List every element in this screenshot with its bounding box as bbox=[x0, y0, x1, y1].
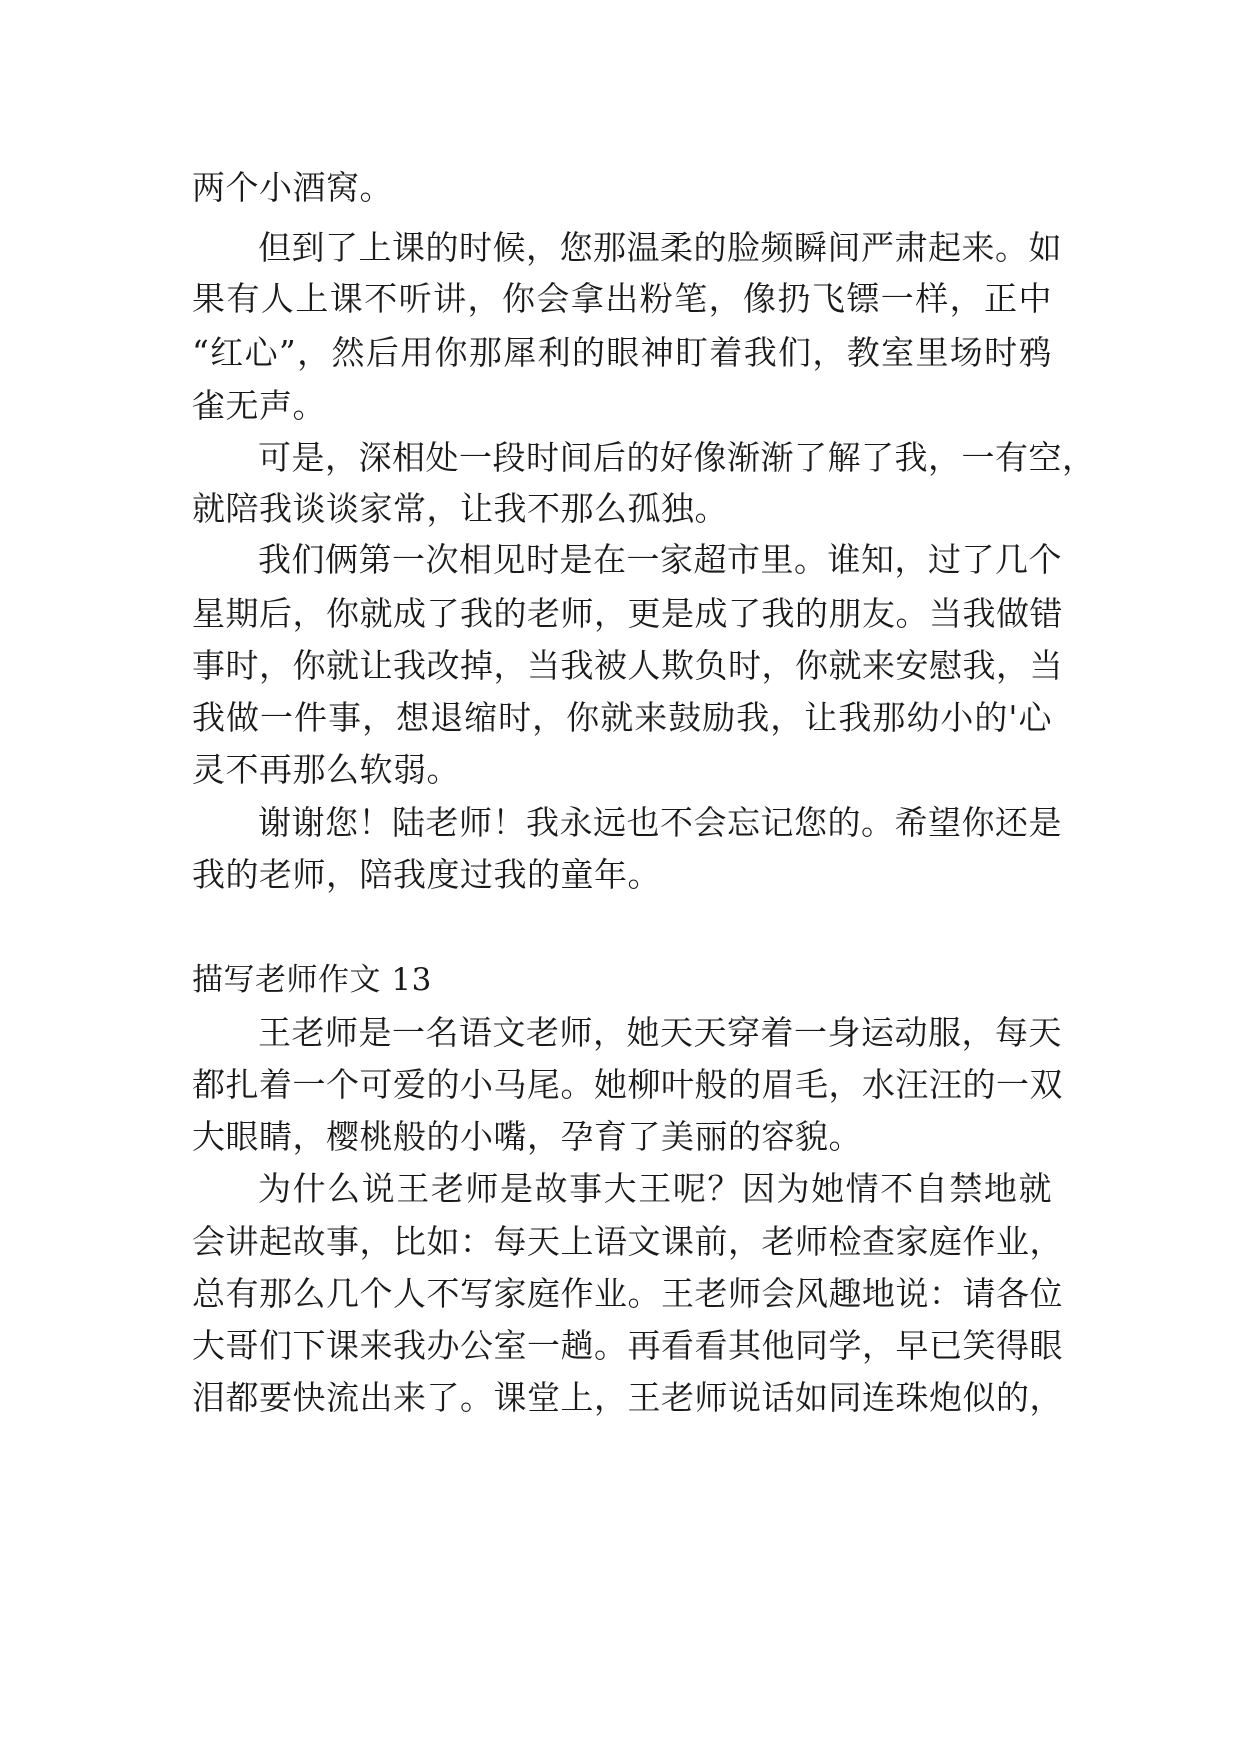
text-line: 就陪我谈谈家常，让我不那么孤独。 bbox=[192, 489, 728, 528]
text-line: 总有那么几个人不写家庭作业。王老师会风趣地说：请各位 bbox=[192, 1274, 1063, 1313]
text-line: 果有人上课不听讲，你会拿出粉笔，像扔飞镖一样，正中 bbox=[192, 279, 1052, 318]
text-line: 泪都要快流出来了。课堂上，王老师说话如同连珠炮似的， bbox=[192, 1378, 1063, 1417]
paragraph-start-line: 王老师是一名语文老师，她天天穿着一身运动服，每天 bbox=[258, 1013, 1062, 1052]
text-line: 雀无声。 bbox=[192, 386, 326, 425]
text-line: “红心”，然后用你那犀利的眼神盯着我们，教室里场时鸦 bbox=[192, 333, 1052, 372]
paragraph-start-line: 可是，深相处一段时间后的好像渐渐了解了我，一有空， bbox=[258, 438, 1096, 477]
text-line: 会讲起故事，比如：每天上语文课前，老师检查家庭作业， bbox=[192, 1222, 1063, 1261]
text-line: 灵不再那么软弱。 bbox=[192, 750, 460, 789]
paragraph-start-line: 谢谢您！陆老师！我永远也不会忘记您的。希望你还是 bbox=[258, 803, 1062, 842]
paragraph-start-line: 但到了上课的时候，您那温柔的脸频瞬间严肃起来。如 bbox=[258, 228, 1062, 267]
text-line: 大哥们下课来我办公室一趟。再看看其他同学，早已笑得眼 bbox=[192, 1326, 1063, 1365]
text-line: 大眼睛，樱桃般的小嘴，孕育了美丽的容貌。 bbox=[192, 1117, 862, 1156]
text-line: 我的老师，陪我度过我的童年。 bbox=[192, 855, 661, 894]
text-line: 都扎着一个可爱的小马尾。她柳叶般的眉毛，水汪汪的一双 bbox=[192, 1065, 1063, 1104]
text-line: 我做一件事，想退缩时，你就来鼓励我，让我那幼小的'心 bbox=[192, 698, 1052, 737]
paragraph-start-line: 我们俩第一次相见时是在一家超市里。谁知，过了几个 bbox=[258, 540, 1062, 579]
section-heading: 描写老师作文 13 bbox=[192, 962, 432, 998]
text-line: 两个小酒窝。 bbox=[192, 168, 393, 207]
text-line: 星期后，你就成了我的老师，更是成了我的朋友。当我做错 bbox=[192, 594, 1063, 633]
paragraph-start-line: 为什么说王老师是故事大王呢？因为她情不自禁地就 bbox=[258, 1169, 1052, 1208]
text-line: 事时，你就让我改掉，当我被人欺负时，你就来安慰我，当 bbox=[192, 646, 1063, 685]
